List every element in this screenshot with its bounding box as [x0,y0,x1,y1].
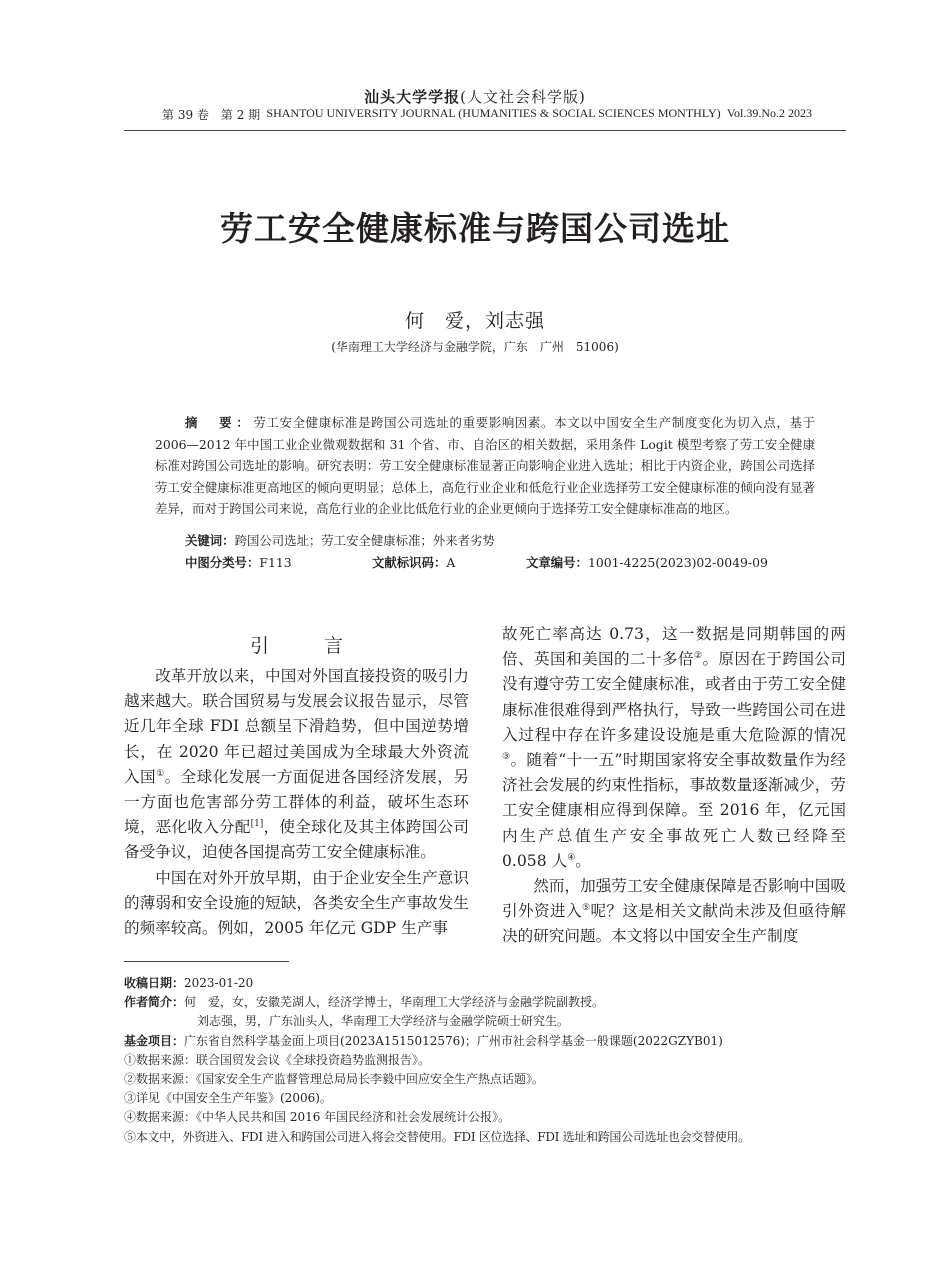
citation-ref: [1] [250,819,264,830]
text-run: 改革开放以来，中国对外国直接投资的吸引力越来越大。联合国贸易与发展会议报告显示，尽管近几年全球 FDI 总额呈下滑趋势，但中国逆势增长，在 2020 年已超过美国成为全球最大外资流入国 [124,667,469,786]
abstract-label: 摘 要： [185,415,254,430]
journal-name-en: SHANTOU UNIVERSITY JOURNAL (HUMANITIES & SOCIAL SCIENCES MONTHLY) [266,106,721,120]
keywords [185,531,495,549]
doc-code-label: 文献标识码： [372,555,447,570]
funding [124,1032,854,1051]
footnote-ref: ③ [502,752,511,763]
footnotes [124,974,854,1147]
keywords-text: 跨国公司选址；劳工安全健康标准；外来者劣势 [234,533,495,548]
text-run: 故死亡率高达 0.73，这一数据是同期韩国的两倍、英国和美国的二十多倍 [502,625,846,669]
footnote-ref: ② [693,651,703,662]
doc-code-value: A [446,555,456,570]
header-divider [124,130,846,131]
keywords-label: 关键词： [185,533,235,548]
footnote-divider [124,961,289,962]
footnote-ref: ① [156,768,165,779]
clc-code [185,553,292,571]
body-column-right [502,622,846,950]
article-no-value: 1001-4225(2023)02-0049-09 [587,555,768,570]
author-bio-1: 何 爱，女，安徽芜湖人，经济学博士，华南理工大学经济与金融学院副教授。 [184,995,605,1010]
running-header [162,106,812,123]
received-value: 2023-01-20 [184,976,254,990]
body-column-left [124,622,469,941]
text-run: 。全球化发展一方面促进各国经济发展，另一方面也危害部分劳工群体的利益，破坏生态环境，恶化收入分配 [124,767,469,837]
article-no-label: 文章编号： [526,555,588,570]
text-run: 。随着“十一五”时期国家将安全事故数量作为经济社会发展的约束性指标，事故数量逐渐减少，劳工安全健康相应得到保障。至 2016 年，亿元国内生产总值生产安全事故死亡人数已经降至 0.058 人 [502,751,846,870]
footnote-ref: ④ [567,852,576,863]
footnote-ref: ⑤ [581,903,591,914]
body-paragraph [502,874,846,950]
text-run: 然而，加强劳工安全健康保障是否影响中国吸引外资进入 [502,877,846,921]
funding-value: 广东省自然科学基金面上项目(2023A1515012576)；广州市社会科学基金一般课题(2022GZYB01) [184,1033,723,1048]
text-run: 。原因在于跨国公司没有遵守劳工安全健康标准，或者由于劳工安全健康标准很难得到严格执行，导致一些跨国公司在进入过程中存在许多建设设施是重大危险源的情况 [502,650,846,744]
abstract-text: 劳工安全健康标准是跨国公司选址的重要影响因素。本文以中国安全生产制度变化为切入点，基于 2006—2012 年中国工业企业微观数据和 31 个省、市、自治区的相关数据，采用条件 Logit 模型考察了劳工安全健康标准对跨国公司选址的影响。研究表明：劳工安全健康标准显著正向影响企业进入选址；相比于内资企业，跨国公司选择劳工安全健康标准更高地区的倾向更明显；总体上，高危行业企业和低危行业企业选择劳工安全健康标准的倾向没有显著差异，而对于跨国公司来说，高危行业的企业比低危行业的企业更倾向于选择劳工安全健康标准高的地区。 [155,415,816,516]
section-heading: 引 言 [249,635,361,657]
abstract [155,412,815,520]
clc-value: F113 [259,555,292,570]
author-bio [124,993,854,1012]
clc-label: 中图分类号： [185,555,260,570]
text-run: 呢？这是相关文献尚未涉及但亟待解决的研究问题。本文将以中国安全生产制度 [502,902,846,946]
document-code [372,553,455,571]
body-paragraph [124,664,469,866]
body-paragraph [502,622,846,874]
journal-name-cn: 汕头大学学报 [364,88,461,106]
body-paragraph: 中国在对外开放早期，由于企业安全生产意识的薄弱和安全设施的短缺，各类安全生产事故发生的频率较高。例如，2005 年亿元 GDP 生产事 [124,868,469,938]
footnote-2: ②数据来源：《国家安全生产监督管理总局局长李毅中回应安全生产热点话题》。 [124,1072,545,1087]
text-run: 。 [575,851,591,870]
article-number [526,553,768,571]
volume-issue-cn: 第 39 卷 第 2 期 [162,108,261,122]
text-run: ，使全球化及其主体跨国公司备受争议，迫使各国提高劳工安全健康标准。 [124,818,469,862]
received-label: 收稿日期： [124,976,185,990]
author-affiliation: (华南理工大学经济与金融学院，广东 广州 51006) [331,340,619,354]
author-bio-2: 刘志强，男，广东汕头人，华南理工大学经济与金融学院硕士研究生。 [197,1014,570,1029]
footnote-1: ①数据来源：联合国贸发会议《全球投资趋势监测报告》。 [124,1052,431,1067]
article-title: 劳工安全健康标准与跨国公司选址 [220,209,730,248]
volume-issue-en: Vol.39.No.2 2023 [726,106,812,120]
author-bio-label: 作者简介： [124,995,185,1010]
footnote-3: ③详见《中国安全生产年鉴》(2006)。 [124,1091,332,1106]
article-authors: 何 爱，刘志强 [404,310,545,332]
journal-name-subtitle: (人文社会科学版) [460,88,586,106]
journal-name [0,86,950,107]
footnote-5: ⑤本文中，外资进入、FDI 进入和跨国公司进入将会交替使用。FDI 区位选择、FDI 选址和跨国公司选址也会交替使用。 [124,1129,750,1144]
funding-label: 基金项目： [124,1033,185,1048]
footnote-4: ④数据来源：《中华人民共和国 2016 年国民经济和社会发展统计公报》。 [124,1110,511,1125]
received-date [124,974,854,993]
